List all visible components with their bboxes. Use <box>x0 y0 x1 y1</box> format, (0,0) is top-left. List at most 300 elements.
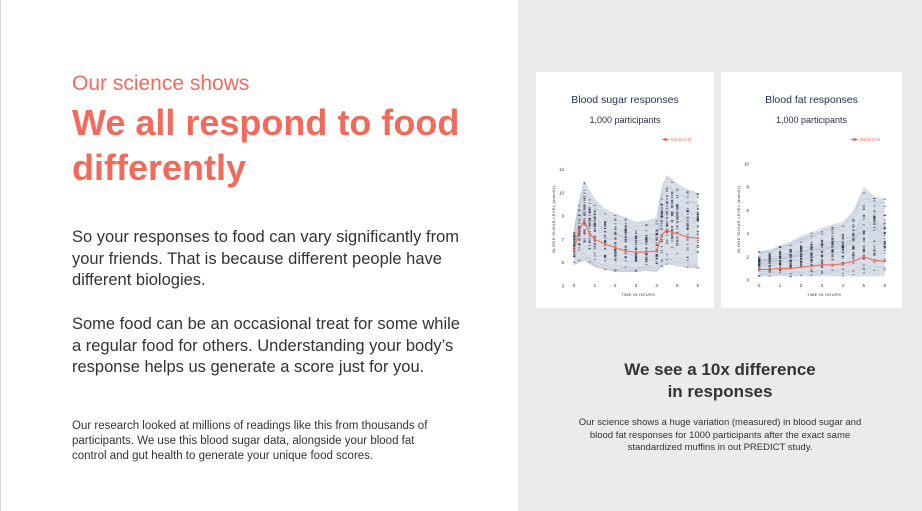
reading-point <box>821 271 823 272</box>
reading-point <box>676 216 678 217</box>
reading-point <box>635 261 637 262</box>
reading-point <box>863 238 865 239</box>
reading-point <box>578 215 580 216</box>
intro-paragraph-1: So your responses to food can vary significantly from your friends. That is because different people have different biologies. <box>72 228 460 289</box>
reading-point <box>614 237 616 238</box>
reading-point <box>758 260 760 261</box>
x-tick-label: 2 <box>799 283 803 288</box>
reading-point <box>645 261 647 262</box>
reading-point <box>589 248 591 249</box>
median-point <box>588 232 590 234</box>
reading-point <box>583 193 585 194</box>
reading-point <box>687 225 689 226</box>
reading-point <box>573 253 575 254</box>
reading-point <box>842 269 844 270</box>
reading-point <box>863 218 865 219</box>
reading-point <box>666 208 668 209</box>
y-tick-label: 8 <box>746 184 749 190</box>
y-tick-label: 2 <box>746 254 749 260</box>
reading-point <box>594 241 596 242</box>
reading-point <box>831 236 833 237</box>
reading-point <box>697 216 699 217</box>
reading-point <box>666 224 668 225</box>
reading-point <box>573 239 575 240</box>
reading-point <box>842 248 844 249</box>
reading-point <box>666 243 668 244</box>
reading-point <box>625 229 627 230</box>
y-tick-label: 12 <box>558 167 564 173</box>
y-axis-label: BLOOD SUGAR LEVEL (mmol/L) <box>551 185 556 253</box>
median-point <box>863 256 865 258</box>
reading-point <box>614 249 616 250</box>
reading-point <box>884 223 886 224</box>
reading-point <box>831 270 833 271</box>
reading-point <box>583 240 585 241</box>
median-line-icon <box>851 139 858 140</box>
reading-point <box>594 210 596 211</box>
reading-point <box>831 254 833 255</box>
reading-point <box>661 228 663 229</box>
reading-point <box>852 274 854 275</box>
reading-point <box>687 214 689 215</box>
reading-point <box>604 237 606 238</box>
median-point <box>686 236 688 238</box>
reading-point <box>779 252 781 253</box>
reading-point <box>583 231 585 232</box>
reading-point <box>661 207 663 208</box>
reading-point <box>671 215 673 216</box>
reading-point <box>790 245 792 246</box>
reading-point <box>614 245 616 246</box>
reading-point <box>583 229 585 230</box>
reading-point <box>614 243 616 244</box>
reading-point <box>687 257 689 258</box>
reading-point <box>589 226 591 227</box>
reading-point <box>583 198 585 199</box>
reading-point <box>583 208 585 209</box>
median-point <box>831 264 833 266</box>
reading-point <box>676 239 678 240</box>
reading-point <box>800 275 802 276</box>
reading-point <box>645 242 647 243</box>
reading-point <box>800 255 802 256</box>
reading-point <box>594 222 596 223</box>
reading-point <box>810 236 812 237</box>
reading-point <box>594 259 596 260</box>
median-point <box>676 232 678 234</box>
reading-point <box>671 240 673 241</box>
reading-point <box>578 226 580 227</box>
reading-point <box>594 246 596 247</box>
reading-point <box>661 198 663 199</box>
reading-point <box>800 253 802 254</box>
reading-point <box>583 209 585 210</box>
median-point <box>884 260 886 262</box>
reading-point <box>676 253 678 254</box>
reading-point <box>671 213 673 214</box>
reading-point <box>884 259 886 260</box>
reading-point <box>779 251 781 252</box>
reading-point <box>831 238 833 239</box>
reading-point <box>635 242 637 243</box>
median-point <box>758 268 760 270</box>
reading-point <box>583 183 585 184</box>
reading-point <box>666 198 668 199</box>
x-tick-label: 0 <box>572 283 576 288</box>
reading-point <box>697 245 699 246</box>
reading-point <box>578 243 580 244</box>
y-axis-label: BLOOD SUGAR LEVEL (mmol/L) <box>736 185 741 253</box>
reading-point <box>671 212 673 213</box>
reading-point <box>831 252 833 253</box>
reading-point <box>779 258 781 259</box>
reading-point <box>573 240 575 241</box>
reading-point <box>863 241 865 242</box>
reading-point <box>583 225 585 226</box>
reading-point <box>604 225 606 226</box>
reading-point <box>873 246 875 247</box>
reading-point <box>842 238 844 239</box>
results-heading <box>518 359 922 403</box>
reading-point <box>666 223 668 224</box>
reading-point <box>852 234 854 235</box>
reading-point <box>790 260 792 261</box>
reading-point <box>604 256 606 257</box>
x-tick-label: 6 <box>883 283 886 288</box>
reading-point <box>625 225 627 226</box>
y-tick-label: 0 <box>746 277 749 283</box>
reading-point <box>873 216 875 217</box>
reading-point <box>779 265 781 266</box>
reading-point <box>687 227 689 228</box>
reading-point <box>873 255 875 256</box>
reading-point <box>604 245 606 246</box>
reading-point <box>852 224 854 225</box>
reading-point <box>884 246 886 247</box>
reading-point <box>800 242 802 243</box>
reading-point <box>810 269 812 270</box>
reading-point <box>779 272 781 273</box>
reading-point <box>884 206 886 207</box>
reading-point <box>873 220 875 221</box>
reading-point <box>697 247 699 248</box>
reading-point <box>831 231 833 232</box>
reading-point <box>687 191 689 192</box>
reading-point <box>687 240 689 241</box>
reading-point <box>604 249 606 250</box>
reading-point <box>645 224 647 225</box>
reading-point <box>671 202 673 203</box>
reading-point <box>884 233 886 234</box>
reading-point <box>863 209 865 210</box>
reading-point <box>769 276 771 277</box>
reading-point <box>821 231 823 232</box>
reading-point <box>863 225 865 226</box>
reading-point <box>666 188 668 189</box>
reading-point <box>625 234 627 235</box>
reading-point <box>645 264 647 265</box>
blood-fat-chart-card <box>721 72 902 308</box>
reading-point <box>661 266 663 267</box>
reading-point <box>635 249 637 250</box>
median-line-icon <box>662 139 669 140</box>
reading-point <box>671 238 673 239</box>
y-tick-label: 10 <box>743 161 749 167</box>
reading-point <box>671 234 673 235</box>
reading-point <box>779 262 781 263</box>
reading-point <box>671 207 673 208</box>
blood-sugar-chart <box>536 72 714 308</box>
reading-point <box>697 231 699 232</box>
x-tick-label: 4 <box>841 283 845 288</box>
reading-point <box>583 182 585 183</box>
reading-point <box>635 237 637 238</box>
reading-point <box>645 240 647 241</box>
reading-point <box>810 246 812 247</box>
median-point <box>821 264 823 266</box>
reading-point <box>831 229 833 230</box>
reading-point <box>687 223 689 224</box>
reading-point <box>661 223 663 224</box>
reading-point <box>873 198 875 199</box>
reading-point <box>687 229 689 230</box>
reading-point <box>589 228 591 229</box>
reading-point <box>594 236 596 237</box>
reading-point <box>852 257 854 258</box>
reading-point <box>589 207 591 208</box>
reading-point <box>852 226 854 227</box>
reading-point <box>842 245 844 246</box>
reading-point <box>821 262 823 263</box>
reading-point <box>671 229 673 230</box>
reading-point <box>884 235 886 236</box>
median-point <box>671 231 673 233</box>
median-point <box>645 251 647 253</box>
reading-point <box>594 205 596 206</box>
reading-point <box>671 237 673 238</box>
reading-point <box>697 252 699 253</box>
reading-point <box>687 208 689 209</box>
reading-point <box>594 230 596 231</box>
reading-point <box>800 261 802 262</box>
reading-point <box>810 271 812 272</box>
reading-point <box>604 213 606 214</box>
reading-point <box>863 247 865 248</box>
reading-point <box>666 254 668 255</box>
reading-point <box>687 228 689 229</box>
reading-point <box>661 204 663 205</box>
reading-point <box>842 249 844 250</box>
reading-point <box>645 239 647 240</box>
x-tick-label: 2 <box>614 283 617 288</box>
reading-point <box>666 259 668 260</box>
reading-point <box>821 234 823 235</box>
reading-point <box>831 244 833 245</box>
reading-point <box>873 224 875 225</box>
reading-point <box>604 224 606 225</box>
reading-point <box>573 236 575 237</box>
reading-point <box>790 273 792 274</box>
reading-point <box>676 208 678 209</box>
reading-point <box>589 203 591 204</box>
reading-point <box>583 200 585 201</box>
reading-point <box>645 230 647 231</box>
reading-point <box>831 247 833 248</box>
reading-point <box>583 215 585 216</box>
reading-point <box>589 221 591 222</box>
reading-point <box>671 196 673 197</box>
reading-point <box>645 254 647 255</box>
reading-point <box>863 205 865 206</box>
reading-point <box>645 238 647 239</box>
reading-point <box>666 213 668 214</box>
reading-point <box>863 192 865 193</box>
reading-point <box>769 258 771 259</box>
reading-point <box>573 234 575 235</box>
reading-point <box>852 219 854 220</box>
reading-point <box>666 214 668 215</box>
median-point <box>779 267 781 269</box>
reading-point <box>604 228 606 229</box>
reading-point <box>863 234 865 235</box>
reading-point <box>831 259 833 260</box>
reading-point <box>687 202 689 203</box>
reading-point <box>583 242 585 243</box>
median-point <box>624 250 626 252</box>
median-point <box>666 229 668 231</box>
reading-point <box>810 260 812 261</box>
reading-point <box>842 258 844 259</box>
reading-point <box>604 241 606 242</box>
reading-point <box>656 263 658 264</box>
reading-point <box>810 233 812 234</box>
reading-point <box>661 226 663 227</box>
reading-point <box>873 215 875 216</box>
reading-point <box>758 275 760 276</box>
reading-point <box>604 260 606 261</box>
blood-fat-chart-subtitle: 1,000 participants <box>775 115 848 125</box>
reading-point <box>645 247 647 248</box>
median-point <box>661 234 663 236</box>
reading-point <box>810 262 812 263</box>
reading-point <box>687 248 689 249</box>
reading-point <box>645 244 647 245</box>
reading-point <box>594 253 596 254</box>
reading-point <box>687 222 689 223</box>
reading-point <box>687 192 689 193</box>
reading-point <box>769 263 771 264</box>
reading-point <box>697 205 699 206</box>
reading-point <box>614 258 616 259</box>
reading-point <box>884 220 886 221</box>
reading-point <box>614 218 616 219</box>
reading-point <box>583 190 585 191</box>
x-tick-label: 3 <box>634 283 638 288</box>
y-tick-label: 9 <box>561 213 564 219</box>
reading-point <box>779 254 781 255</box>
reading-point <box>645 259 647 260</box>
reading-point <box>635 271 637 272</box>
reading-point <box>779 256 781 257</box>
page-title: We all respond to food differently <box>72 102 460 188</box>
reading-point <box>863 207 865 208</box>
reading-point <box>790 251 792 252</box>
reading-point <box>666 191 668 192</box>
reading-point <box>873 230 875 231</box>
reading-point <box>625 246 627 247</box>
reading-point <box>583 212 585 213</box>
x-tick-label: 6 <box>696 283 700 288</box>
reading-point <box>779 270 781 271</box>
reading-point <box>769 254 771 255</box>
reading-point <box>661 213 663 214</box>
y-tick-label: 5 <box>561 260 564 266</box>
reading-point <box>687 234 689 235</box>
reading-point <box>635 246 637 247</box>
reading-point <box>831 241 833 242</box>
reading-point <box>661 214 663 215</box>
reading-point <box>884 238 886 239</box>
reading-point <box>671 192 673 193</box>
reading-point <box>656 258 658 259</box>
reading-point <box>687 244 689 245</box>
reading-point <box>676 243 678 244</box>
reading-point <box>852 238 854 239</box>
reading-point <box>852 240 854 241</box>
reading-point <box>666 203 668 204</box>
reading-point <box>625 247 627 248</box>
reading-point <box>594 228 596 229</box>
reading-point <box>676 188 678 189</box>
reading-point <box>687 217 689 218</box>
results-description: Our science shows a huge variation (measured) in blood sugar and blood fat responses for 1000 participants after the exact same standardized muffins in out PREDICT study. <box>578 417 862 453</box>
reading-point <box>676 222 678 223</box>
reading-point <box>635 231 637 232</box>
reading-point <box>583 232 585 233</box>
reading-point <box>635 248 637 249</box>
reading-point <box>666 211 668 212</box>
results-heading-line-2: in responses <box>667 382 773 401</box>
reading-point <box>625 220 627 221</box>
reading-point <box>790 255 792 256</box>
reading-point <box>863 269 865 270</box>
reading-point <box>852 237 854 238</box>
reading-point <box>573 255 575 256</box>
reading-point <box>666 201 668 202</box>
reading-point <box>676 190 678 191</box>
reading-point <box>863 258 865 259</box>
reading-point <box>666 206 668 207</box>
reading-point <box>842 241 844 242</box>
reading-point <box>661 211 663 212</box>
reading-point <box>604 240 606 241</box>
reading-point <box>852 270 854 271</box>
reading-point <box>594 214 596 215</box>
reading-point <box>589 245 591 246</box>
reading-point <box>863 265 865 266</box>
legend-label: MEDIAN <box>860 137 881 142</box>
reading-point <box>687 220 689 221</box>
reading-point <box>779 263 781 264</box>
reading-point <box>810 264 812 265</box>
reading-point <box>645 258 647 259</box>
reading-point <box>831 250 833 251</box>
reading-point <box>583 204 585 205</box>
reading-point <box>821 272 823 273</box>
reading-point <box>863 246 865 247</box>
reading-point <box>635 235 637 236</box>
reading-point <box>635 270 637 271</box>
